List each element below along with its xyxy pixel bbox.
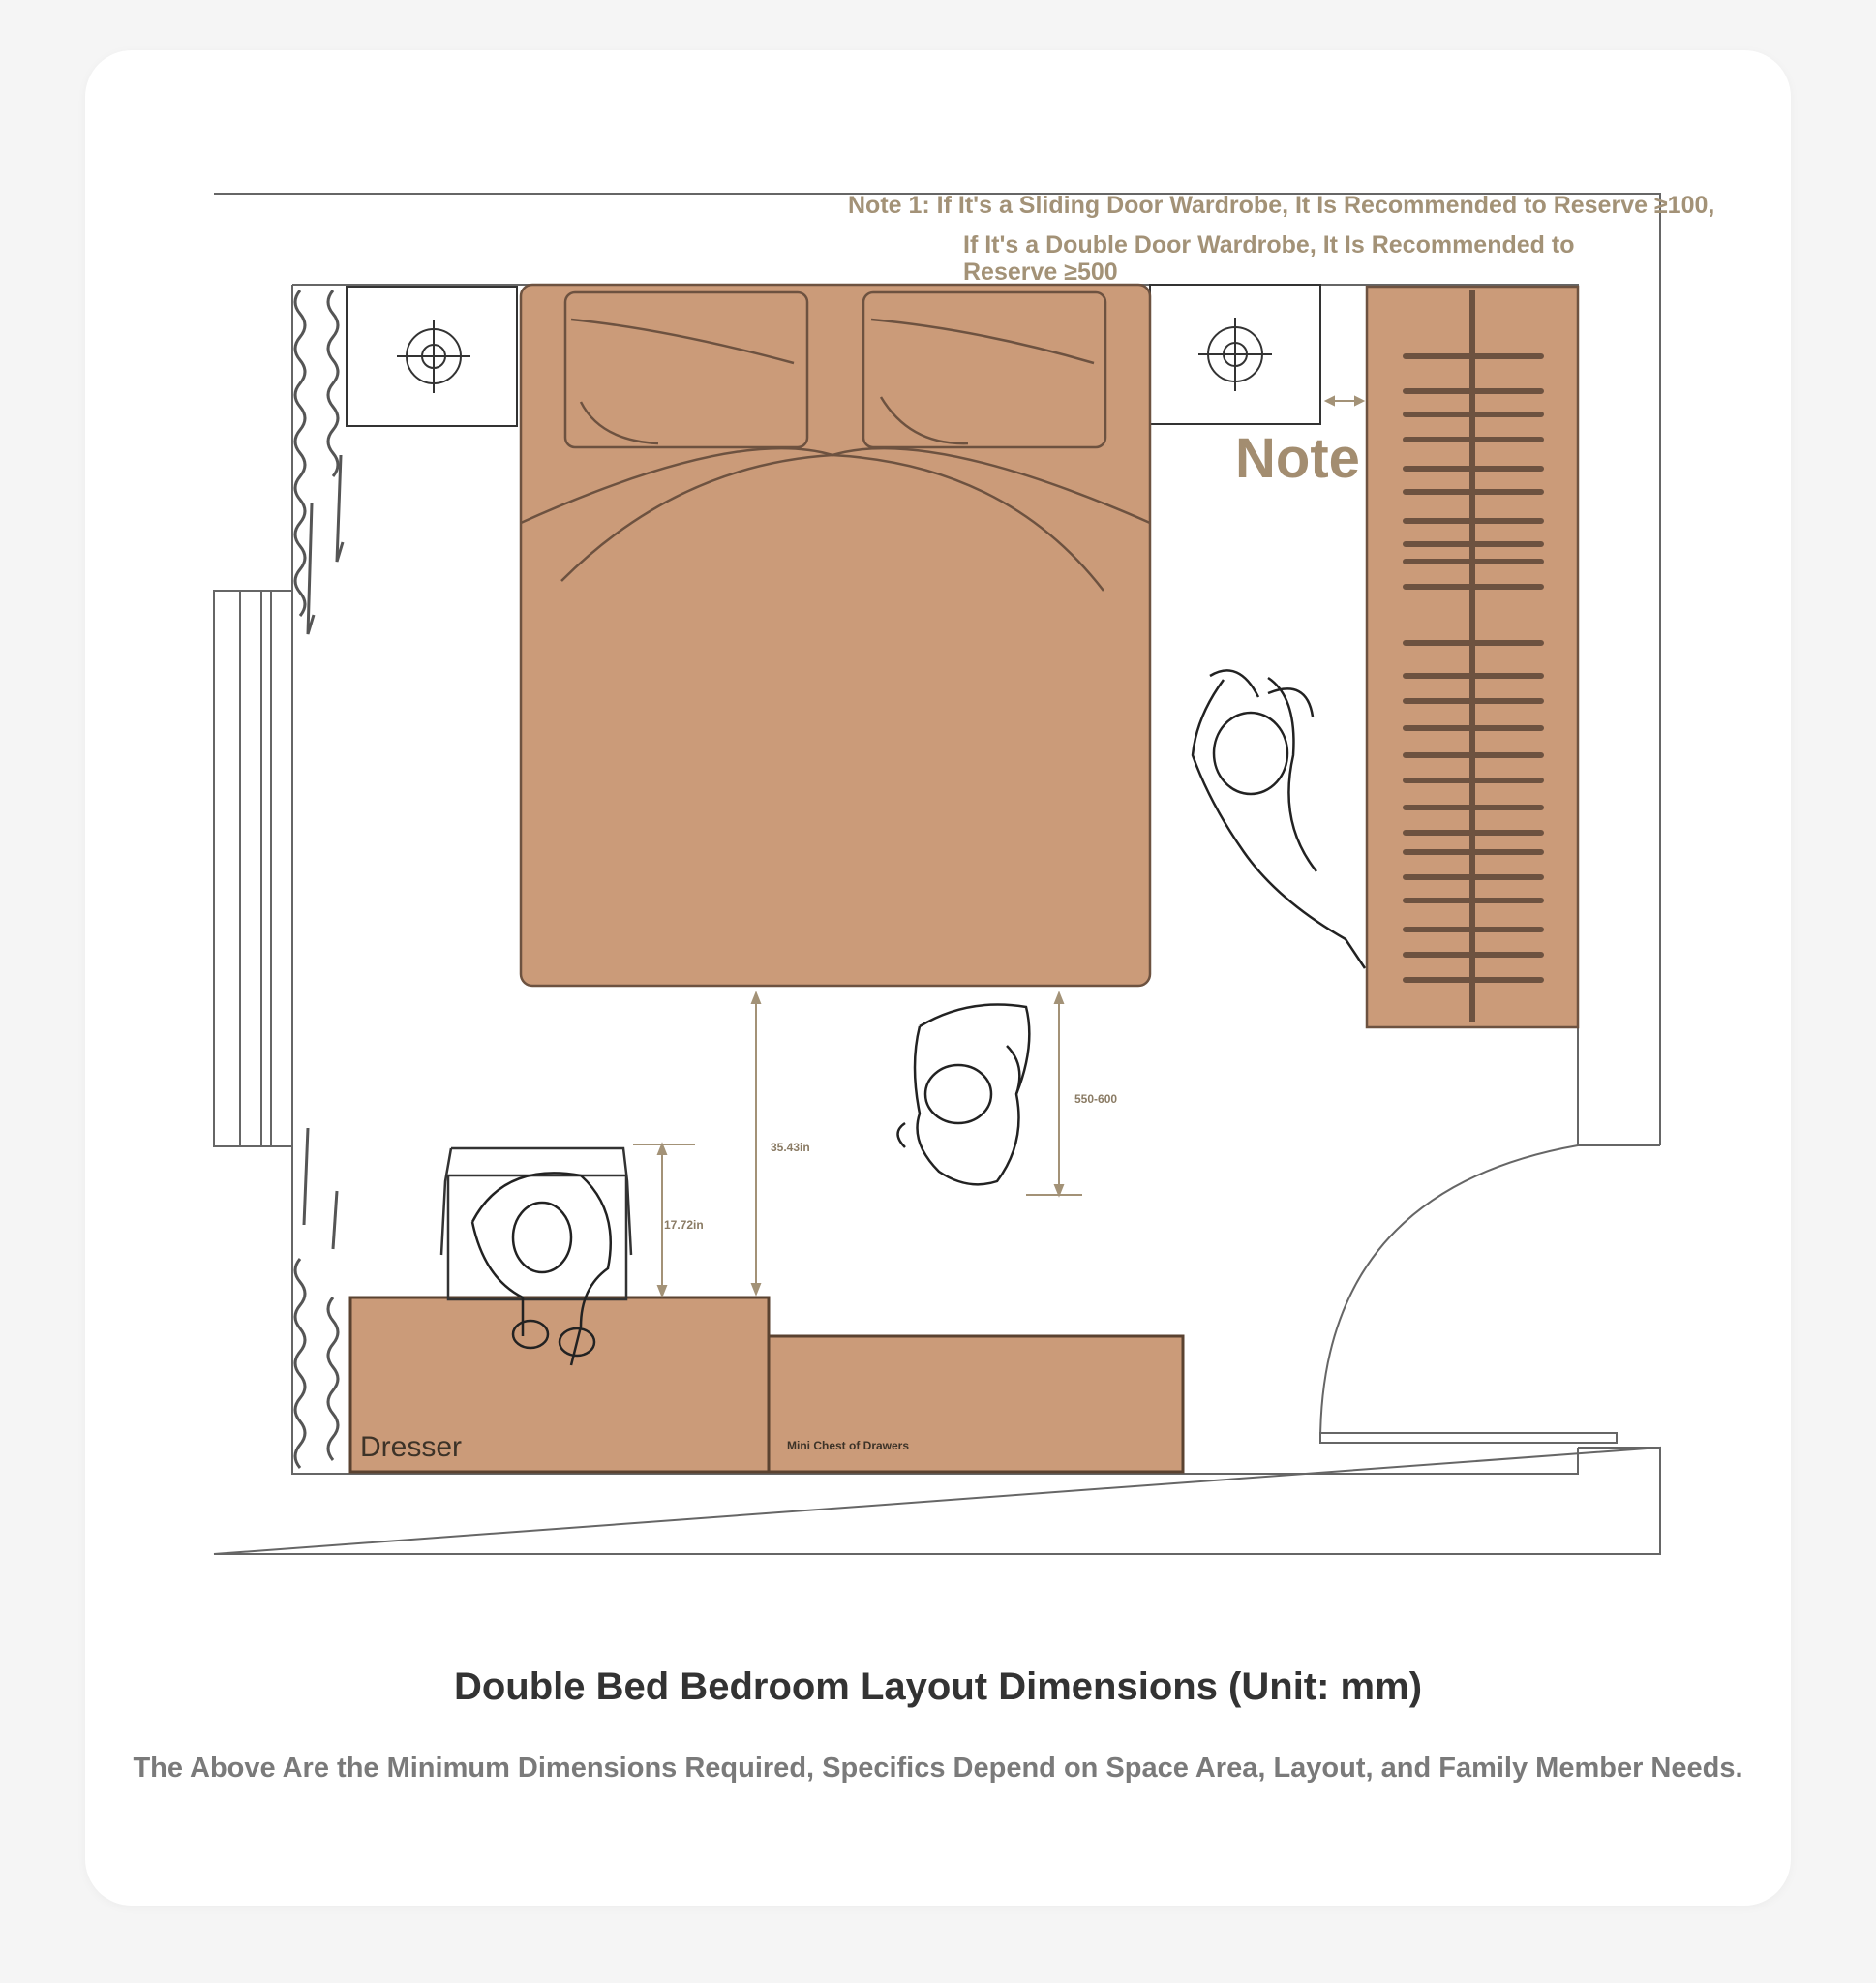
chair <box>441 1148 631 1299</box>
page-title: Double Bed Bedroom Layout Dimensions (Unit: mm) <box>453 1665 1423 1708</box>
note-label: Note <box>1235 427 1360 490</box>
dimension-bed-to-dresser: 35.43in <box>771 1141 810 1154</box>
dresser-label: Dresser <box>360 1431 463 1463</box>
curtain-bottom <box>295 1128 338 1468</box>
door <box>1320 1145 1617 1443</box>
window <box>214 591 292 1146</box>
bed <box>521 285 1150 986</box>
dimension-bed-to-path: 550-600 <box>1074 1092 1118 1106</box>
gap-marker <box>1326 397 1363 405</box>
page-subtitle: The Above Are the Minimum Dimensions Required, Specifics Depend on Space Area, Layout, and Family Member Needs. <box>133 1753 1743 1784</box>
note-double-door-line2: Reserve ≥500 <box>963 259 1118 286</box>
person-walking <box>1193 670 1365 968</box>
note-sliding-door: Note 1: If It's a Sliding Door Wardrobe, It Is Recommended to Reserve ≥100, <box>848 192 1715 219</box>
curtain-top <box>295 290 343 634</box>
wardrobe <box>1367 287 1578 1027</box>
person-standing <box>898 1005 1030 1185</box>
note-double-door <box>963 231 1574 286</box>
chest-label: Mini Chest of Drawers <box>787 1439 910 1452</box>
note-double-door-line1: If It's a Double Door Wardrobe, It Is Recommended to <box>963 231 1575 259</box>
dimension-chair-clearance: 17.72in <box>664 1218 704 1232</box>
nightstand-left <box>347 287 517 426</box>
nightstand-right <box>1150 285 1320 424</box>
